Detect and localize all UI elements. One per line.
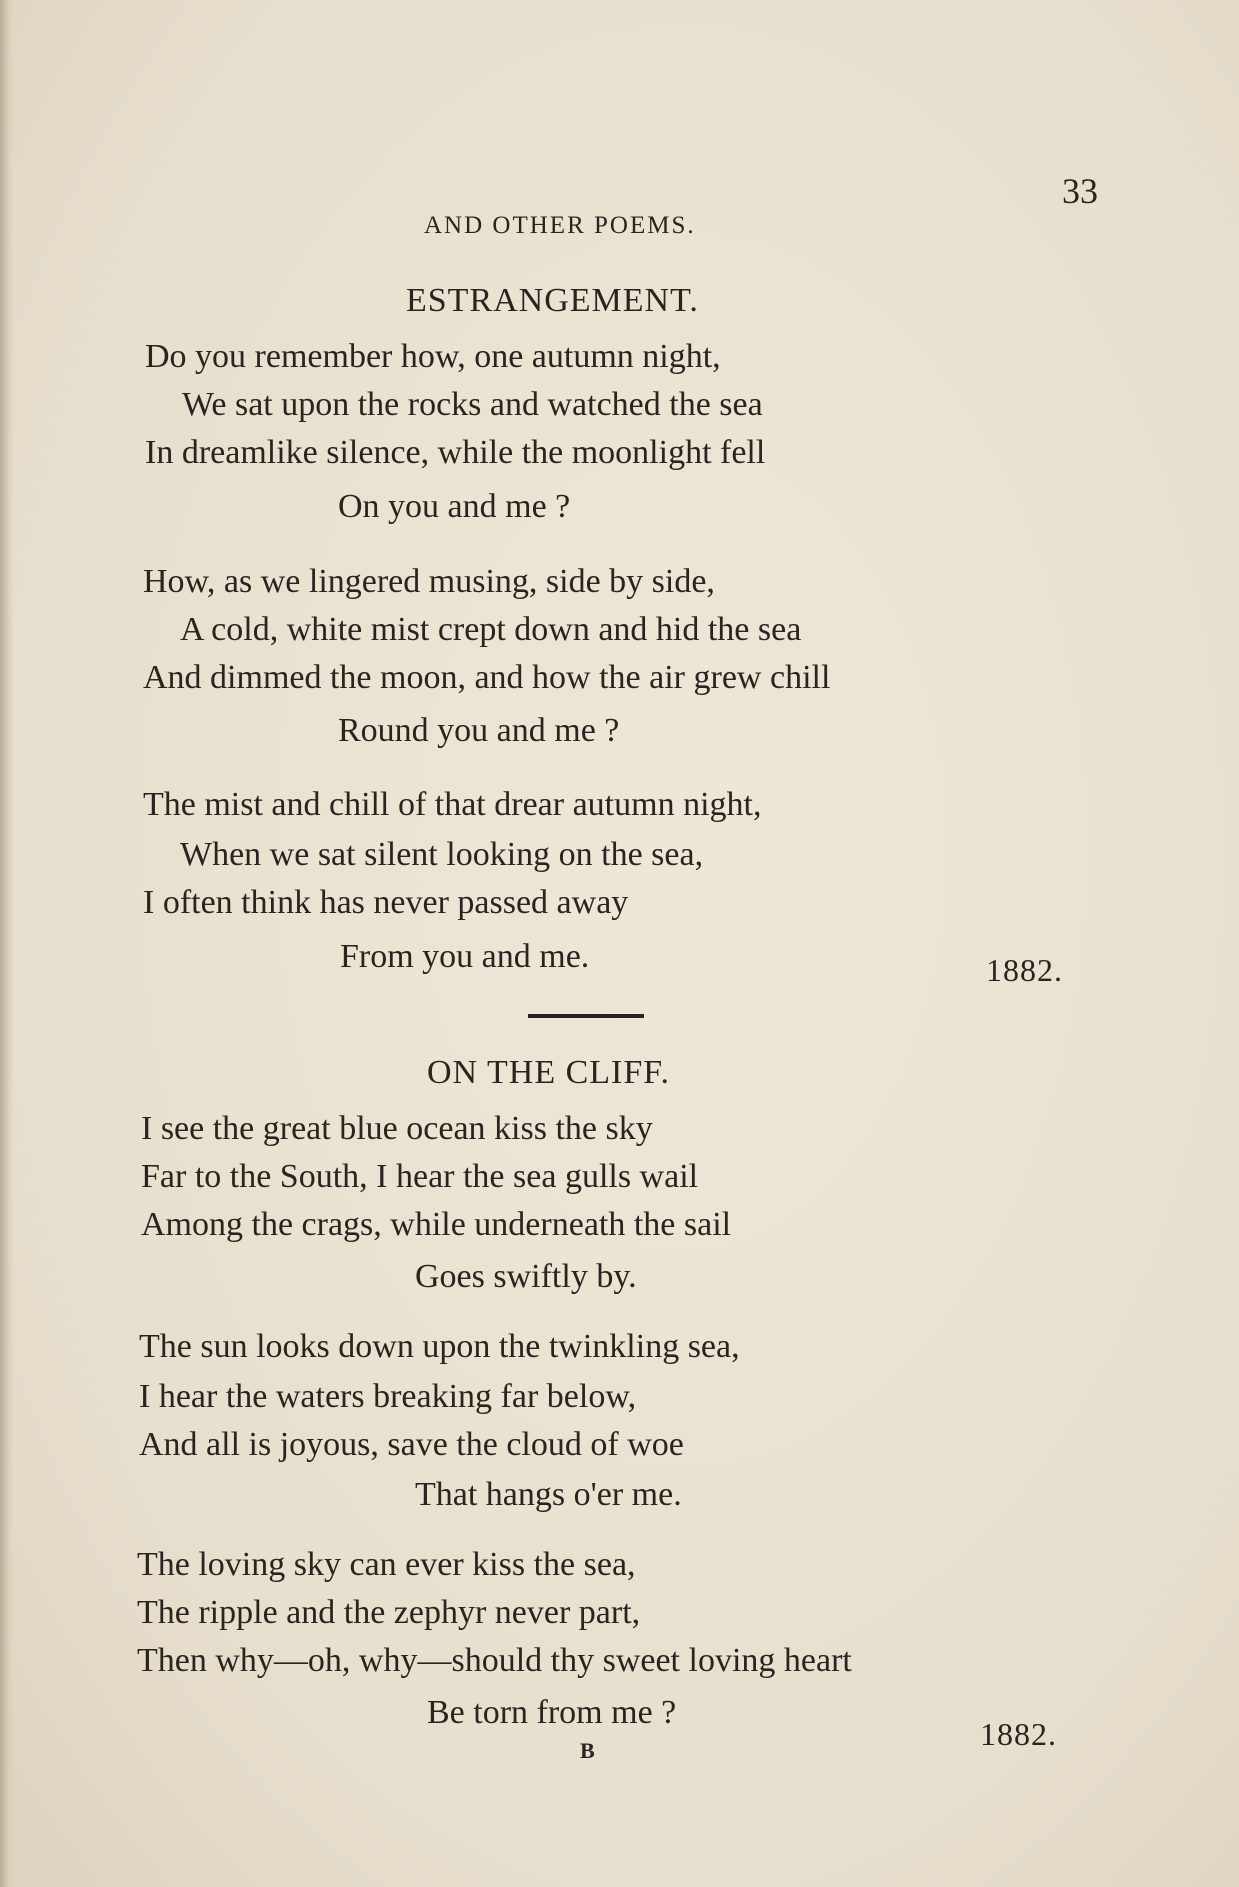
poem-line: When we sat silent looking on the sea, [180, 836, 704, 873]
poem-line: Round you and me ? [338, 712, 620, 749]
poem-line: Be torn from me ? [427, 1694, 677, 1731]
poem-line: Then why—oh, why—should thy sweet loving heart [137, 1642, 852, 1679]
signature-mark: B [580, 1738, 595, 1763]
poem-line: In dreamlike silence, while the moonlight fell [145, 434, 766, 471]
poem-line: The mist and chill of that drear autumn night, [143, 786, 762, 823]
poem-line: From you and me. [340, 938, 590, 975]
poem-line: I hear the waters breaking far below, [139, 1378, 637, 1415]
poem-line: A cold, white mist crept down and hid the sea [180, 611, 802, 648]
poem-line: Among the crags, while underneath the sail [141, 1206, 732, 1243]
poem-line: We sat upon the rocks and watched the sea [182, 386, 763, 423]
poem-line: The ripple and the zephyr never part, [137, 1594, 641, 1631]
poem-line: How, as we lingered musing, side by side, [143, 563, 715, 600]
page-number: 33 [1062, 171, 1098, 211]
poem-line: Far to the South, I hear the sea gulls wail [141, 1158, 699, 1195]
poem-title: ON THE CLIFF. [427, 1054, 670, 1091]
poem-line: The sun looks down upon the twinkling sea, [139, 1328, 740, 1365]
section-divider [528, 1014, 644, 1018]
poem-title: ESTRANGEMENT. [406, 282, 699, 319]
poem-line: I see the great blue ocean kiss the sky [141, 1110, 653, 1147]
poem-line: Goes swiftly by. [415, 1258, 637, 1295]
poem-line: I often think has never passed away [143, 884, 629, 921]
poem-line: And dimmed the moon, and how the air grew chill [143, 659, 831, 696]
poem-line: On you and me ? [338, 488, 571, 525]
page-gutter-edge [0, 0, 14, 1887]
poem-line: The loving sky can ever kiss the sea, [137, 1546, 636, 1583]
running-head: AND OTHER POEMS. [424, 212, 696, 239]
poem-date: 1882. [980, 1716, 1057, 1752]
poem-line: Do you remember how, one autumn night, [145, 338, 721, 375]
poem-line: And all is joyous, save the cloud of woe [139, 1426, 684, 1463]
poem-date: 1882. [986, 952, 1063, 988]
poem-line: That hangs o'er me. [415, 1476, 682, 1513]
